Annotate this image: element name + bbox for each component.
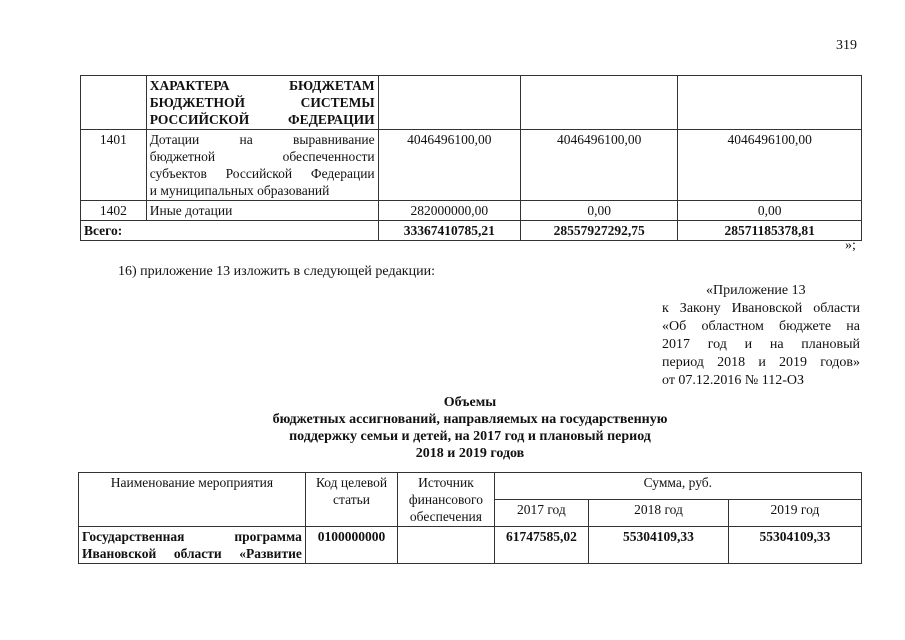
value-2019-cell xyxy=(678,76,862,130)
total-2019: 28571185378,81 xyxy=(678,221,862,241)
header-sum: Сумма, руб. xyxy=(494,473,861,500)
code-cell: 1401 xyxy=(81,130,147,201)
header-2018: 2018 год xyxy=(589,500,729,527)
appendix-line: «Об областном бюджете на xyxy=(662,319,860,334)
program-source-cell xyxy=(398,527,494,564)
name-line: Дотации на выравнивание xyxy=(149,132,375,147)
table-row xyxy=(81,201,862,221)
table-row xyxy=(81,76,862,130)
header-code: Код целевой статьи xyxy=(305,473,397,527)
title-line: поддержку семьи и детей, на 2017 год и плановый период xyxy=(289,429,651,444)
program-2018-cell: 55304109,33 xyxy=(589,527,729,564)
program-name-line: Государственная программа xyxy=(82,529,302,544)
name-cell: Иные дотации xyxy=(146,201,378,221)
family-support-table xyxy=(78,472,862,564)
page-number: 319 xyxy=(836,38,857,53)
closing-quote-mark: »; xyxy=(845,238,856,253)
section-name-line: РОССИЙСКОЙ ФЕДЕРАЦИИ xyxy=(149,112,375,127)
title-line: бюджетных ассигнований, направляемых на государственную xyxy=(272,412,668,427)
value-2018-cell: 0,00 xyxy=(520,201,678,221)
header-2019: 2019 год xyxy=(728,500,861,527)
appendix-line: от 07.12.2016 № 112-ОЗ xyxy=(662,373,805,388)
title-line: Объемы xyxy=(443,395,497,410)
section-name-cell xyxy=(146,76,378,130)
appendix-line: 2017 год и на плановый xyxy=(662,337,860,352)
appendix-line: «Приложение 13 xyxy=(706,283,806,298)
value-2018-cell: 4046496100,00 xyxy=(520,130,678,201)
header-source: Источник финансового обеспечения xyxy=(398,473,494,527)
header-2017: 2017 год xyxy=(494,500,588,527)
total-2017: 33367410785,21 xyxy=(378,221,520,241)
header-row xyxy=(79,473,862,500)
table-row xyxy=(79,527,862,564)
section-name-line: БЮДЖЕТНОЙ СИСТЕМЫ xyxy=(149,95,375,110)
value-2017-cell: 4046496100,00 xyxy=(378,130,520,201)
header-name: Наименование мероприятия xyxy=(79,473,306,527)
name-cell xyxy=(146,130,378,201)
total-label: Всего: xyxy=(81,221,379,241)
name-line: бюджетной обеспеченности xyxy=(149,149,375,164)
section-name-line: ХАРАКТЕРА БЮДЖЕТАМ xyxy=(149,78,375,93)
program-name-line: Ивановской области «Развитие xyxy=(82,546,302,561)
title-line: 2018 и 2019 годов xyxy=(415,446,525,461)
total-2018: 28557927292,75 xyxy=(520,221,678,241)
value-2018-cell xyxy=(520,76,678,130)
table-row xyxy=(81,130,862,201)
dotations-table xyxy=(80,75,862,241)
program-code-cell: 0100000000 xyxy=(305,527,397,564)
value-2019-cell: 0,00 xyxy=(678,201,862,221)
program-2017-cell: 61747585,02 xyxy=(494,527,588,564)
code-cell xyxy=(81,76,147,130)
program-2019-cell: 55304109,33 xyxy=(728,527,861,564)
document-title xyxy=(220,394,720,462)
total-row xyxy=(81,221,862,241)
appendix-reference xyxy=(662,282,860,390)
amendment-paragraph: 16) приложение 13 изложить в следующей редакции: xyxy=(118,264,435,279)
name-line: и муниципальных образований xyxy=(149,183,330,198)
value-2019-cell: 4046496100,00 xyxy=(678,130,862,201)
value-2017-cell xyxy=(378,76,520,130)
appendix-line: к Закону Ивановской области xyxy=(662,301,860,316)
code-cell: 1402 xyxy=(81,201,147,221)
name-line: субъектов Российской Федерации xyxy=(149,166,375,181)
program-name-cell xyxy=(79,527,306,564)
appendix-line: период 2018 и 2019 годов» xyxy=(662,355,860,370)
value-2017-cell: 282000000,00 xyxy=(378,201,520,221)
